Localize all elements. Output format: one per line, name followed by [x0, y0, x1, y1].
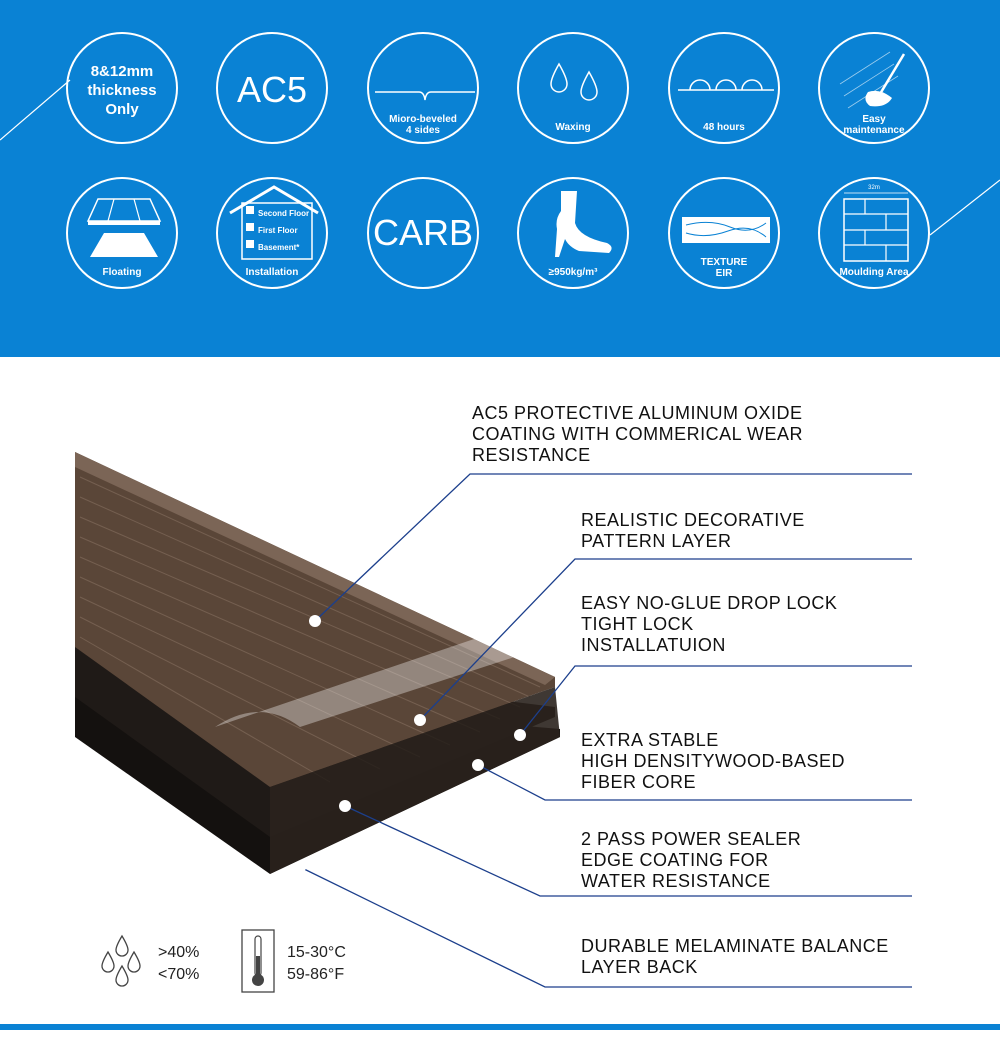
- badge-waxing: [517, 32, 629, 144]
- badge-moulding: [818, 177, 930, 289]
- bottom-accent-bar: [0, 1024, 1000, 1030]
- layer-edge-coating: 2 PASS POWER SEALER EDGE COATING FOR WATER RESISTANCE: [581, 829, 802, 891]
- layer-fiber-core: EXTRA STABLE HIGH DENSITYWOOD-BASED FIBER CORE: [581, 730, 846, 792]
- installation-caption: Installation: [245, 267, 299, 278]
- badge-floating: [66, 177, 178, 289]
- maintenance-caption: Easy maintenance: [843, 114, 905, 136]
- floor-first: First Floor: [258, 226, 298, 235]
- beveled-caption: Mioro-beveled 4 sides: [389, 114, 457, 136]
- temperature-range: 15-30°C 59-86°F: [287, 944, 346, 983]
- thermometer-icon: [240, 928, 280, 994]
- badge-easy-maintenance: [818, 32, 930, 144]
- density-caption: ≥950kg/m³: [548, 267, 598, 278]
- layer-balance-back: DURABLE MELAMINATE BALANCE LAYER BACK: [581, 936, 889, 977]
- badge-texture: [668, 177, 780, 289]
- humidity-range: >40% <70%: [158, 944, 200, 983]
- moulding-dimension: 32m: [868, 185, 880, 191]
- moulding-caption: Moulding Area: [839, 267, 909, 278]
- floor-second: Second Floor: [258, 209, 310, 218]
- floating-caption: Floating: [102, 267, 142, 278]
- badge-beveled: [367, 32, 479, 144]
- ac5-label: AC5: [236, 69, 308, 110]
- hours-caption: 48 hours: [703, 122, 745, 133]
- badge-density: [517, 177, 629, 289]
- texture-caption: TEXTURE EIR: [700, 257, 748, 279]
- layer-decorative: REALISTIC DECORATIVE PATTERN LAYER: [581, 510, 805, 551]
- carb-label: CARB: [372, 212, 474, 253]
- badge-48-hours: [668, 32, 780, 144]
- badge-ac5: [216, 32, 328, 144]
- floor-basement: Basement*: [258, 243, 300, 252]
- badge-carb: [367, 177, 479, 289]
- layer-drop-lock: EASY NO-GLUE DROP LOCK TIGHT LOCK INSTALLATUION: [581, 593, 838, 655]
- humidity-drops-icon: [96, 932, 156, 992]
- badge-thickness: [66, 32, 178, 144]
- floor-list: [258, 205, 309, 256]
- thickness-label: 8&12mm thickness Only: [87, 63, 157, 118]
- waxing-caption: Waxing: [555, 122, 591, 133]
- feature-banner: [0, 0, 1000, 357]
- layer-ac5-coating: AC5 PROTECTIVE ALUMINUM OXIDE COATING WITH COMMERICAL WEAR RESISTANCE: [472, 403, 803, 465]
- badge-installation: [216, 177, 328, 289]
